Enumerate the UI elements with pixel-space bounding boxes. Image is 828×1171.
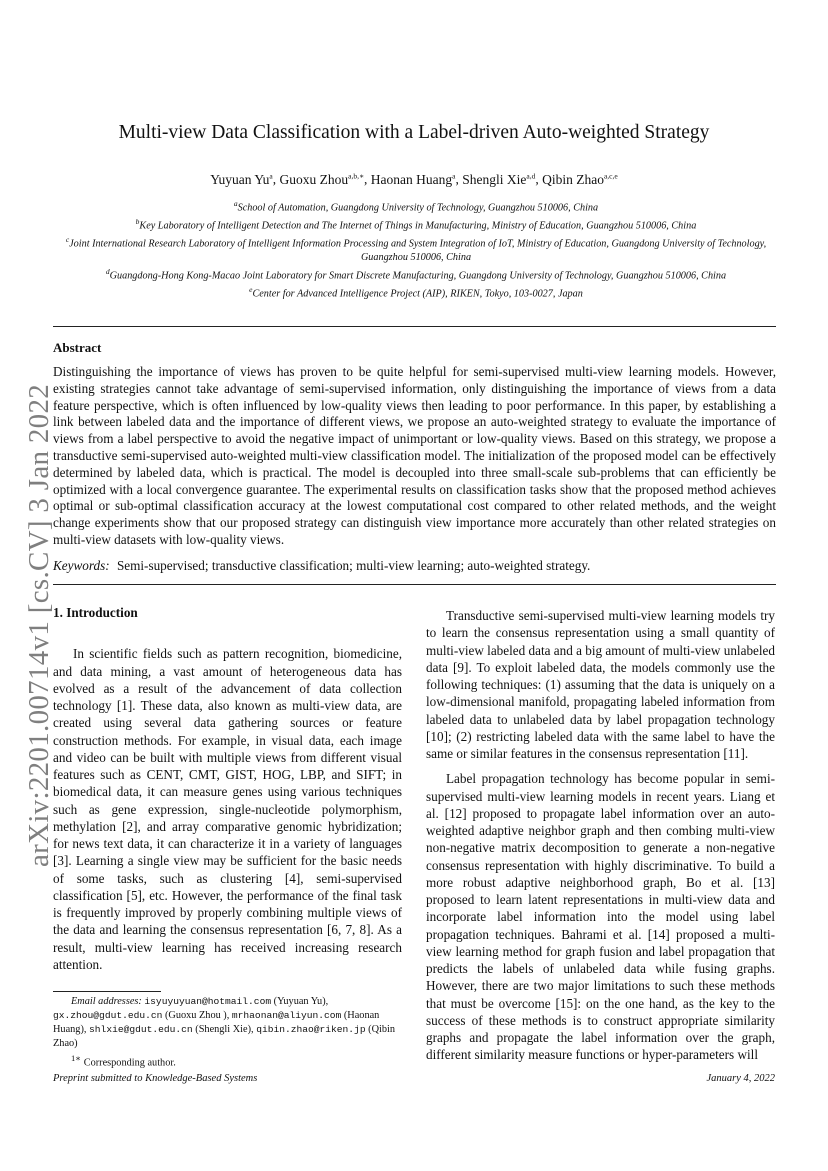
author: Shengli Xie$^{a,d}$	[462, 171, 536, 187]
paragraph: Label propagation technology has become popular in semi-supervised multi-view learning models in recent years. Liang et al. [12] proposed to propagate label information over an auto-weighted adaptive neighbor graph and then combing multi-view non-negative matrix decomposition to generate a non-negative consensus representation with highly discriminative. To build a more robust adaptive neighborhood graph, Bo et al. [13] proposed to learn latent representations in multi-view data and incorporate label information into the model using label propagation techniques. Bahrami et al. [14] proposed a multi-view learning method for graph fusion and label propagation that predicts the labels of unlabeled data while fusing graphs. However, there are two major limitations to such these methods that must be overcome [15]: on the one hand, as the key to the success of these methods is to construct appropriate similarity graphs and propagate the label information over the graph, different similarity measure functions or hyper-parameters will	[426, 771, 775, 1063]
arxiv-identifier: arXiv:2201.00714v1 [cs.CV] 3 Jan 2022	[23, 383, 56, 868]
email-link[interactable]: qibin.zhao@riken.jp	[256, 1024, 366, 1035]
affiliation: $^b$Key Laboratory of Intelligent Detection and The Internet of Things in Manufacturing, Ministry of Education, Guangzhou 510006, China	[135, 216, 697, 232]
right-column	[426, 607, 775, 1064]
paper-title: Multi-view Data Classification with a Label-driven Auto-weighted Strategy	[118, 122, 710, 143]
top-divider	[53, 326, 776, 327]
keywords-label: Keywords:	[53, 558, 110, 573]
abstract-text: Distinguishing the importance of views has proven to be quite helpful for semi-supervised multi-view learning models. However, existing strategies cannot take advantage of semi-supervised information, only distinguishing the importance of views from a data feature perspective, which is often influenced by low-quality views then leading to poor performance. In this paper, by establishing a link between labeled data and the importance of different views, we propose an auto-weighted strategy to evaluate the importance of views from a label perspective to avoid the negative impact of unimportant or low-quality views. Based on this strategy, we propose a transductive semi-supervised auto-weighted multi-view classification model. The initialization of the proposed model can be effectively determined by labeled data, which is practical. The model is decoupled into three small-scale sub-problems that can efficiently be optimized with a local convergence guarantee. The experimental results on classification tasks show that the proposed method achieves optimal or sub-optimal classification accuracy at the lowest computational cost compared to other related methods, and the weight change experiments show that our proposed strategy can distinguish view importance more accurately than other related strategies on multi-view datasets with low-quality views.	[53, 364, 776, 547]
author: Haonan Huang$^a$	[370, 171, 456, 187]
footer-date: January 4, 2022	[706, 1073, 775, 1084]
paragraph: Transductive semi-supervised multi-view learning models try to learn the consensus representation using a small quantity of multi-view labeled data and a big amount of multi-view unlabeled data [9]. To exploit labeled data, the models commonly use the following techniques: (1) assuming that the data is uniquely on a low-dimensional manifold, propagating labeled information from labeled data to unlabeled data by label propagation technology [10]; (2) restricting labeled data with the same label to have the same or similar features in the consensus representation [11].	[426, 608, 775, 761]
affiliation: $^a$School of Automation, Guangdong University of Technology, Guangzhou 510006, China	[233, 199, 599, 214]
email-link[interactable]: mrhaonan@aliyun.com	[231, 1010, 342, 1021]
author: Qibin Zhao$^{a,c,e}$	[542, 171, 618, 187]
abstract-heading: Abstract	[53, 340, 102, 355]
email-link[interactable]: shlxie@gdut.edu.cn	[89, 1024, 193, 1035]
author: Guoxu Zhou$^{a,b,∗}$	[279, 171, 365, 187]
section-heading: 1. Introduction	[53, 605, 138, 620]
affiliation-list	[56, 197, 776, 301]
email-link[interactable]: isyuyuyuan@hotmail.com	[144, 996, 272, 1007]
email-footnote: Email addresses: isyuyuyuan@hotmail.com (Yuyuan Yu), gx.zhou@gdut.edu.cn (Guoxu Zhou ), mrhaonan@aliyun.com (Haonan Huang), shlxie@gdut.edu.cn (Shengli Xie), qibin.zhao@riken.jp (Qibin Zhao)	[53, 996, 396, 1049]
email-link[interactable]: gx.zhou@gdut.edu.cn	[53, 1010, 163, 1021]
footnotes	[53, 995, 398, 1070]
footnote-divider	[53, 991, 161, 992]
affiliation: $^e$Center for Advanced Intelligence Project (AIP), RIKEN, Tokyo, 103-0027, Japan	[249, 284, 583, 299]
author: Yuyuan Yu$^a$	[210, 171, 273, 187]
affiliation: $^c$Joint International Research Laboratory of Intelligent Information Processing and System Integration of IoT, Ministry of Education, Guangdong University of Technology, Guangzhou 510006, China	[65, 234, 767, 263]
abstract-divider	[53, 584, 776, 585]
paragraph: In scientific fields such as pattern recognition, biomedicine, and data mining, a vast amount of heterogeneous data has evolved as a result of the advancement of data collection technology [1]. These data, also known as multi-view data, are created using several data gathering sources or feature construction methods. For example, in visual data, each image and video can be built with multiple views from different visual features such as CENT, CMT, GIST, HOG, LBP, and SIFT; in biomedical data, it can measure genes using various techniques such as gene expression, single-nucleotide polymorphism, methylation [2], and array comparative genomic hybridization; for news text data, it can characterize it in a variety of languages [3]. Learning a single view may be sufficient for the basic needs of some tasks, such as clustering [4], semi-supervised classification [5], etc. However, the performance of the final task is frequently improved by properly combining multiple views of the data and learning the consensus representation [6, 7, 8]. As a result, multi-view learning has received increasing research attention.	[53, 646, 402, 972]
keywords	[53, 557, 776, 574]
author-list: Yuyuan Yu$^a$, Guoxu Zhou$^{a,b,∗}$, Haonan Huang$^a$, Shengli Xie$^{a,d}$, Qibin Zhao$^{a,c,e}$	[210, 171, 618, 187]
affiliation: $^d$Guangdong-Hong Kong-Macao Joint Laboratory for Smart Discrete Manufacturing, Guangdong University of Technology, Guangzhou 510006, China	[105, 266, 727, 281]
keywords-text: Semi-supervised; transductive classification; multi-view learning; auto-weighted strategy.	[116, 558, 591, 573]
footer-journal: Preprint submitted to Knowledge-Based Systems	[53, 1073, 258, 1084]
left-column	[53, 604, 402, 973]
corresponding-footnote: $^{1∗}$ Corresponding author.	[71, 1053, 176, 1069]
